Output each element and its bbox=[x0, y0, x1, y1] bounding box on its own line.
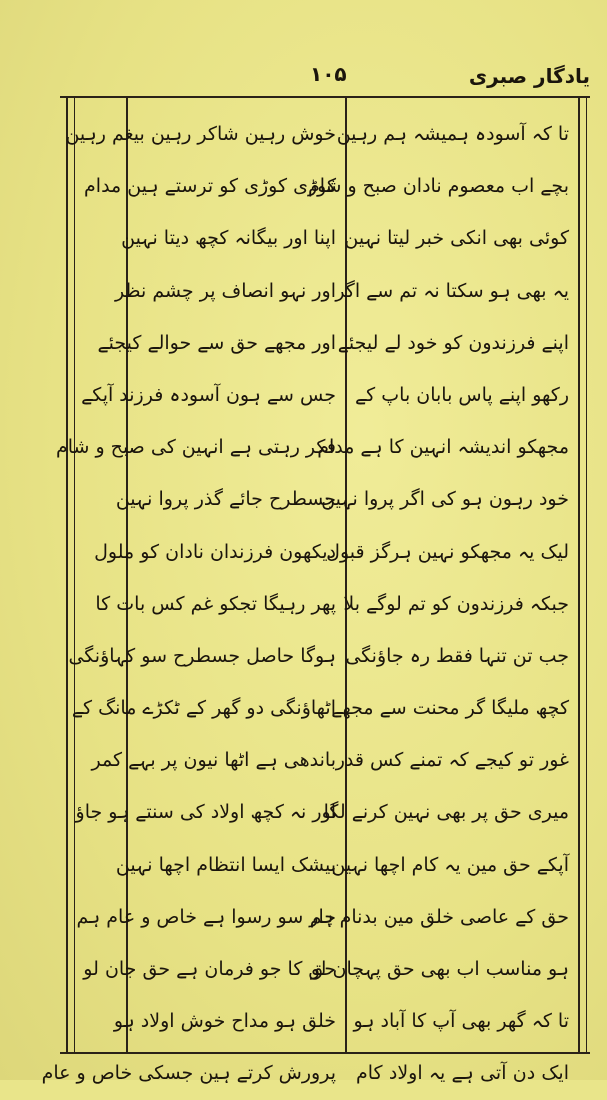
running-title: یادگار صبری bbox=[468, 64, 590, 88]
verse-line: تا کہ آسودہ ہمیشہ ہم رہین bbox=[336, 123, 569, 145]
verse-line: جب تن تنہا فقط رہ جاؤنگی bbox=[345, 644, 569, 667]
verse-line: ہو مناسب اب بھی حق پہچان لو bbox=[310, 958, 569, 980]
page-number: ۱۰۵ bbox=[310, 62, 347, 86]
verse-line: کوئی بھی انکی خبر لیتا نہین bbox=[344, 227, 569, 250]
outer-frame-left bbox=[66, 96, 68, 1054]
right-verse-column bbox=[307, 108, 575, 1085]
verse-line: خود رہون ہو کی اگر پروا نہین bbox=[321, 488, 569, 511]
verse-line: بچے اب معصوم نادان صبح و شام bbox=[307, 175, 569, 198]
verse-line: حق کا جو فرمان ہے حق جان لو bbox=[83, 958, 336, 980]
verse-line: تا کہ گھر بھی آپ کا آباد ہو bbox=[353, 1010, 569, 1033]
verse-line: یہ بھی ہو سکتا نہ تم سے اگر bbox=[335, 279, 569, 302]
verse-line: جس سے ہون آسودہ فرزند آپکے bbox=[81, 383, 336, 406]
verse-line: غور تو کیجے کہ تمنے کس قدر bbox=[335, 749, 569, 772]
header-rule bbox=[60, 96, 590, 98]
verse-line: باندھی ہے اٹھا نیون پر بہے کمر bbox=[91, 749, 336, 772]
verse-line: اپنے فرزندون کو خود لے لیجئے bbox=[337, 331, 569, 354]
verse-line: مجھکو اندیشہ انہین کا ہے مدام bbox=[317, 436, 569, 459]
verse-line: فکر رہتی ہے انہین کی صبح و شام bbox=[55, 436, 336, 459]
verse-line: ایک دن آتی ہے یہ اولاد کام bbox=[356, 1062, 569, 1085]
verse-line: اٹھاؤنگی دو گھر کے ٹکڑے مانگ کے bbox=[71, 697, 336, 720]
verse-line: اور نہ کچھ اولاد کی سنتے ہو جاؤ bbox=[75, 801, 336, 824]
page-header bbox=[60, 60, 590, 94]
verse-line: لیک یہ مجھکو نہین ہرگز قبول bbox=[326, 540, 569, 563]
verse-line: اور نہو انصاف پر چشم نظر bbox=[114, 279, 336, 302]
verse-line: پھر رہیگا تجکو غم کس بات کا bbox=[95, 592, 336, 615]
verse-line: اور مجھے حق سے حوالے کیجئے bbox=[97, 331, 336, 354]
verse-line: میری حق پر بھی نہین کرنے لگا bbox=[323, 801, 569, 824]
verse-line: بیشک ایسا انتظام اچھا نہین bbox=[115, 853, 336, 876]
verse-line: رکھو اپنے پاس بابان باپ کے bbox=[355, 383, 569, 406]
verse-line: دیکھون فرزندان نادان کو ملول bbox=[94, 540, 336, 563]
left-verse-column bbox=[41, 108, 342, 1085]
verse-line: خلق ہو مداح خوش اولاد ہو bbox=[113, 1010, 336, 1033]
verse-line: جبکہ فرزندون کو تم لوگے بلا bbox=[343, 592, 569, 615]
outer-frame-left-inner bbox=[74, 96, 75, 1054]
verse-line: اپنا اور بیگانہ کچھ دیتا نہین bbox=[121, 227, 336, 250]
verse-line: آپکے حق مین یہ کام اچھا نہین bbox=[331, 853, 569, 876]
verse-line: پرورش کرتے ہین جسکی خاص و عام bbox=[41, 1062, 336, 1085]
outer-frame-right-inner bbox=[586, 96, 587, 1054]
verse-line: کوڑی کوڑی کو ترستے ہین مدام bbox=[84, 175, 336, 198]
verse-line: جسطرح جائے گذر پروا نہین bbox=[115, 488, 336, 511]
verse-line: ہوگا حاصل جسطرح سو کہاؤنگی bbox=[68, 644, 336, 667]
verse-line: حق کے عاصی خلق مین بدنام ہم bbox=[309, 905, 569, 928]
verse-line: خوش رہین شاکر رہین بیغم رہین bbox=[65, 123, 336, 145]
verse-line: کچھ ملیگا گر محنت سے مجھے bbox=[331, 697, 569, 720]
verse-line: چار سو رسوا ہے خاص و عام ہم bbox=[76, 905, 336, 928]
outer-frame-right bbox=[578, 96, 580, 1054]
